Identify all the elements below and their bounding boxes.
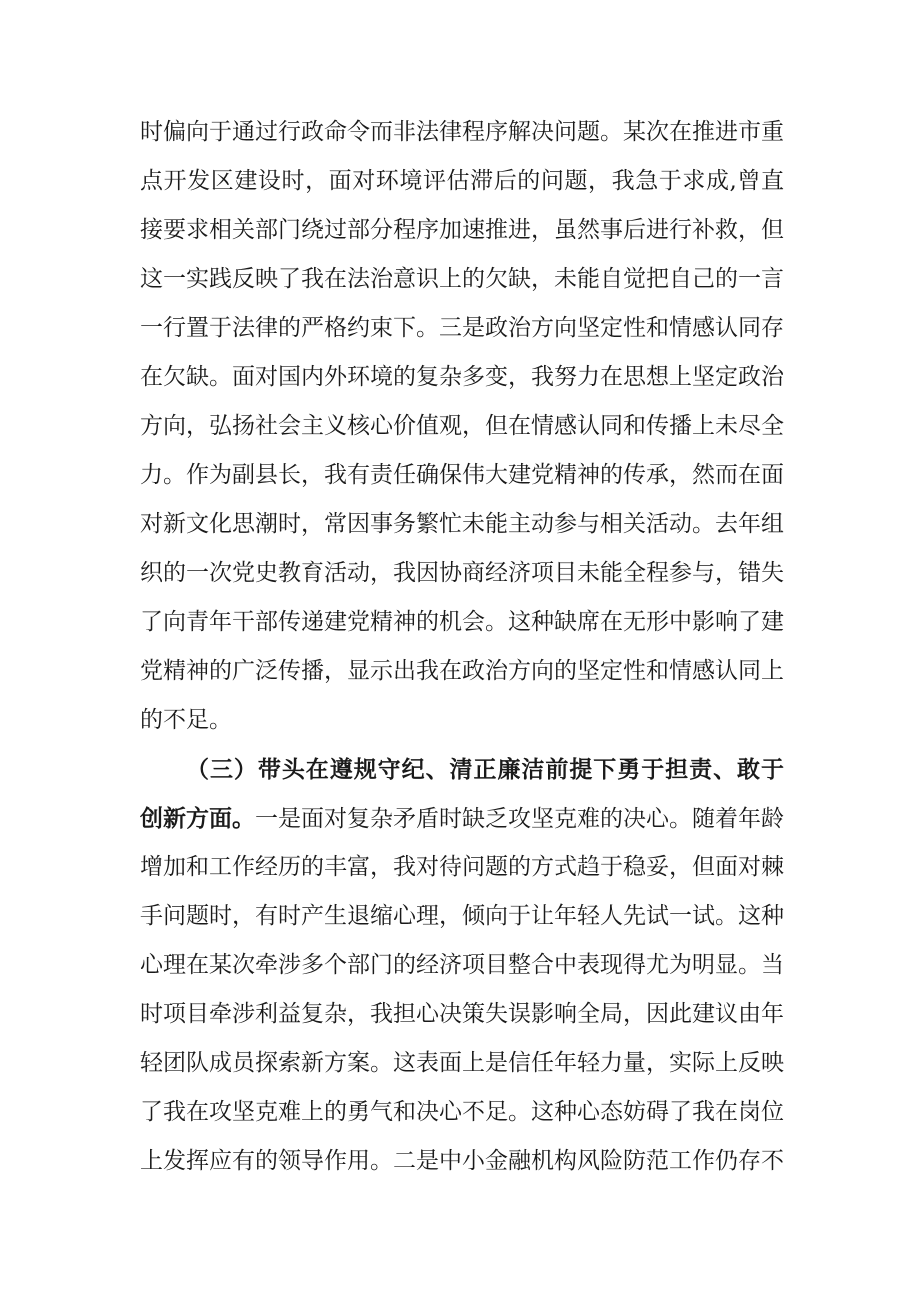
text-span: 一是面对复杂矛盾时缺乏攻坚克难的决心。随着年龄 [255, 806, 784, 832]
text-line: 手问题时，有时产生退缩心理，倾向于让年轻人先试一试。这种 [140, 903, 784, 929]
text-line: 点开发区建设时，面对环境评估滞后的问题，我急于求成,曾直 [140, 168, 784, 194]
text-line: 对新文化思潮时，常因事务繁忙未能主动参与相关活动。去年组 [140, 511, 784, 537]
text-line: 方向，弘扬社会主义核心价值观，但在情感认同和传播上未尽全 [140, 413, 784, 439]
paragraph-1 [140, 108, 784, 745]
text-line: 了我在攻坚克难上的勇气和决心不足。这种心态妨碍了我在岗位 [140, 1099, 784, 1125]
text-line: 这一实践反映了我在法治意识上的欠缺，未能自觉把自己的一言 [140, 266, 784, 292]
text-line: 心理在某次牵涉多个部门的经济项目整合中表现得尤为明显。当 [140, 952, 784, 978]
section-heading: （三）带头在遵规守纪、清正廉洁前提下勇于担责、敢于 [186, 756, 784, 783]
text-line: 党精神的广泛传播，显示出我在政治方向的坚定性和情感认同上 [140, 658, 784, 684]
text-line: 轻团队成员探索新方案。这表面上是信任年轻力量，实际上反映 [140, 1050, 784, 1076]
text-line: 接要求相关部门绕过部分程序加速推进，虽然事后进行补救，但 [140, 217, 784, 243]
text-line: 了向青年干部传递建党精神的机会。这种缺席在无形中影响了建 [140, 609, 784, 635]
text-line: 时项目牵涉利益复杂，我担心决策失误影响全局，因此建议由年 [140, 1001, 784, 1027]
text-line: 在欠缺。面对国内外环境的复杂多变，我努力在思想上坚定政治 [140, 364, 784, 390]
text-line: 一行置于法律的严格约束下。三是政治方向坚定性和情感认同存 [140, 315, 784, 341]
document-page [140, 108, 784, 1186]
text-line: 力。作为副县长，我有责任确保伟大建党精神的传承，然而在面 [140, 462, 784, 488]
text-line: 时偏向于通过行政命令而非法律程序解决问题。某次在推进市重 [140, 119, 784, 145]
text-line [140, 794, 784, 843]
paragraph-2 [140, 745, 784, 1186]
section-heading-continued: 创新方面。 [140, 805, 255, 832]
text-line: 的不足。 [140, 707, 232, 733]
text-line: 上发挥应有的领导作用。二是中小金融机构风险防范工作仍存不 [140, 1148, 784, 1174]
text-line: 织的一次党史教育活动，我因协商经济项目未能全程参与，错失 [140, 560, 784, 586]
text-line: 增加和工作经历的丰富，我对待问题的方式趋于稳妥，但面对棘 [140, 854, 784, 880]
